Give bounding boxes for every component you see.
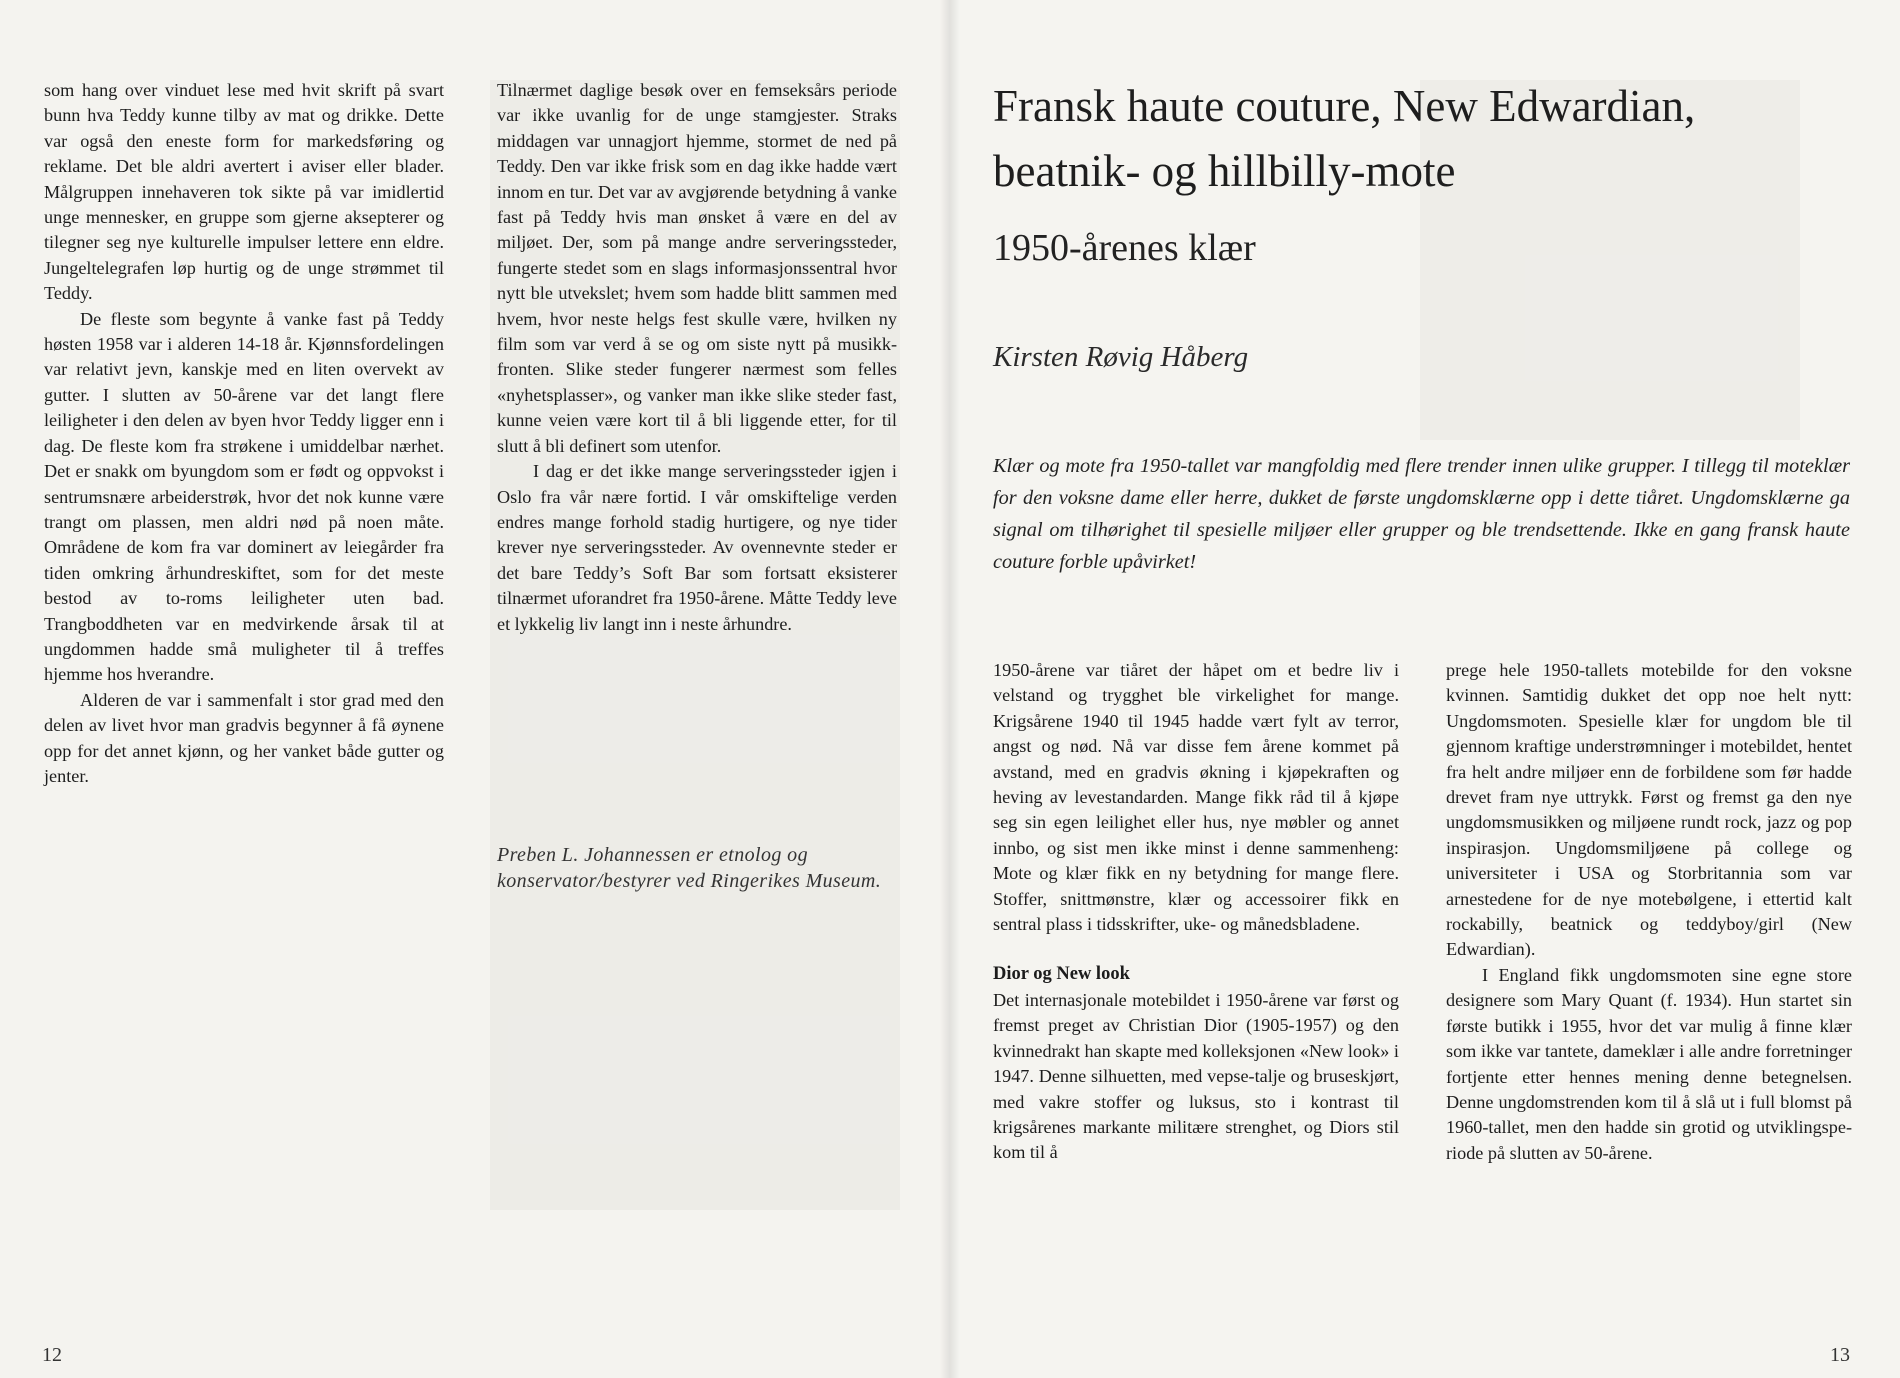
right-column-2 [1446,658,1852,1166]
paragraph: Tilnærmet daglige besøk over en femseksårs periode var ikke uvanlig for de unge stamgjester. Straks middagen var unnagjort hjemme, stormet de ned på Teddy. Den var ikke frisk som en dag ikke hadde vært innom en tur. Det var av avgjørende betydning å vanke fast på Teddy hvis man ønsket å være en del av miljøet. Der, som på mange andre serveringssteder, fungerte stedet som en slags informasjonssentral hvor nytt ble utvekslet; hvem som hadde blitt sammen med hvem, hvor neste helgs fest skulle være, hvilken ny film som var verd å se og om siste nytt på musikkfronten. Slike steder fungerer nærmest som felles «nyhetsplasser», og vanker man ikke slike steder fast, kunne veien være kort til å bli liggende etter, for til slutt å bli definert som utenfor. [497,80,897,456]
paragraph: I England fikk ungdomsmoten sine egne store designere som Mary Quant (f. 1934). Hun startet sin første butikk i 1955, hvor det var mulig å finne klær som ikke var tantete, dameklær i alle andre forretninger fortjente etter hennes mening denne betegnelsen. Denne ungdomstrenden kom til å slå ut i full blomst på 1960-tallet, men den hadde sin grotid og utviklingsperiode på slutten av 50-årene. [1446,964,1852,1163]
author-bio: Preben L. Johannessen er etnolog og konservator/bestyrer ved Ringerikes Museum. [497,844,882,892]
page-number: 12 [42,1344,62,1366]
paragraph: De fleste som begynte å vanke fast på Teddy høsten 1958 var i alderen 14-18 år. Kjønnsfordelingen var relativt jevn, kanskje med en liten overvekt av gutter. I slutten av 50-årene var det langt flere leiligheter i den delen av byen hvor Teddy ligger enn i dag. De fleste kom fra strøkene i umiddelbar nærhet. Det er snakk om byungdom som er født og oppvokst i sentrumsnære arbeiderstrøk, hvor det nok kunne være trangt om plassen, men aldri nød på noen måte. Områdene de kom fra var dominert av leiegårder fra tiden omkring århundreskiftet, som for det meste bestod av to-roms leiligheter uten bad. Trangboddheten var en medvirkende årsak til at ungdommen hadde små muligheter til å treffes hjemme hos hverandre. [44,308,444,685]
title-line-1: Fransk haute couture, New Edwardian, [993,81,1696,131]
paragraph: som hang over vinduet lese med hvit skrift på svart bunn hva Teddy kunne tilby av mat og drikke. Dette var også den eneste form for markedsføring og reklame. Det ble aldri avertert i aviser eller blader. Målgruppen innehaveren tok sikte på var imidlertid unge mennesker, en gruppe som gjerne aksepterer og tilegner seg nye kulturelle impulser lettere enn eldre. Jungeltelegrafen løp hurtig og de unge strømmet til Teddy. [44,80,444,304]
article-subtitle: 1950-årenes klær [993,227,1256,269]
section-spacer [993,937,1399,962]
left-column-2 [497,78,897,637]
title-line-2: beatnik- og hillbilly-mote [993,146,1456,196]
article-title [993,74,1853,204]
paragraph: prege hele 1950-tallets motebilde for den voksne kvinnen. Samtidig dukket det opp noe helt nytt: Ungdomsmoten. Spesielle klær for ungdom ble til gjennom kraftige understrømninger i motebildet, hentet fra helt andre miljøer enn de forbildene som før hadde drevet fram nye uttrykk. Først og fremst ga den nye ungdomsmusikken og miljøene rundt rock, jazz og pop inspirasjon. Ungdomsmiljøene på college og universiteter i USA og Storbritannia som var arnestedene for de nye motebølgene, i ettertid kalt rockabilly, beatnick og teddyboy/girl (New Edwardian). [1446,660,1852,960]
right-column-1 [993,658,1399,1166]
paragraph: Det internasjonale motebildet i 1950-årene var først og fremst preget av Christian Dior (1905-1957) og den kvinnedrakt han skapte med kolleksjonen «New look» i 1947. Denne silhuetten, med vepse-talje og bruseskjørt, med vakre stoffer og luksus, sto i kontrast til krigsårenes markante militære strenghet, og Diors stil kom til å [993,989,1399,1163]
article-author: Kirsten Røvig Håberg [993,341,1249,373]
page-number: 13 [1830,1344,1850,1366]
left-column-1 [44,78,444,789]
page-gutter [940,0,960,1378]
paragraph: 1950-årene var tiåret der håpet om et bedre liv i velstand og trygghet ble virkelighet for mange. Krigsårene 1940 til 1945 hadde vært fylt av terror, angst og nød. Nå var disse fem årene kommet på avstand, med en gradvis økning i kjøpekraften og heving av levestandarden. Mange fikk råd til å kjøpe seg sin egen leilighet eller hus, nye møbler og annet innbo, og sist men ikke minst i denne sammenheng: Mote og klær fikk en ny betydning for mange flere. Stoffer, snittmønstre, klær og accessoirer fikk en sentral plass i tidsskrifter, uke- og månedsbladene. [993,660,1399,935]
article-lead: Klær og mote fra 1950-tallet var mangfoldig med flere trender innen ulike grupper. I tillegg til moteklær for den voksne dame eller herre, dukket de første ungdomsklærne opp i dette tiåret. Ungdomsklærne ga signal om tilhørighet til spesielle miljøer eller grupper og ble trendsettende. Ikke en gang fransk haute couture forble upåvirket! [993,455,1850,573]
paragraph: Alderen de var i sammenfalt i stor grad med den delen av livet hvor man gradvis begynner å få øynene opp for det annet kjønn, og her vanket både gutter og jenter. [44,689,444,786]
section-heading: Dior og New look [993,964,1130,985]
paragraph: I dag er det ikke mange serveringssteder igjen i Oslo fra vår nære fortid. I vår omskiftelige verden endres mange forhold stadig hurtigere, og nye tider krever nye serveringssteder. Av ovennevnte steder er det bare Teddy’s Soft Bar som fortsatt eksisterer tilnærmet uforandret fra 1950-årene. Måtte Teddy leve et lykkelig liv langt inn i neste århundre. [497,461,897,634]
